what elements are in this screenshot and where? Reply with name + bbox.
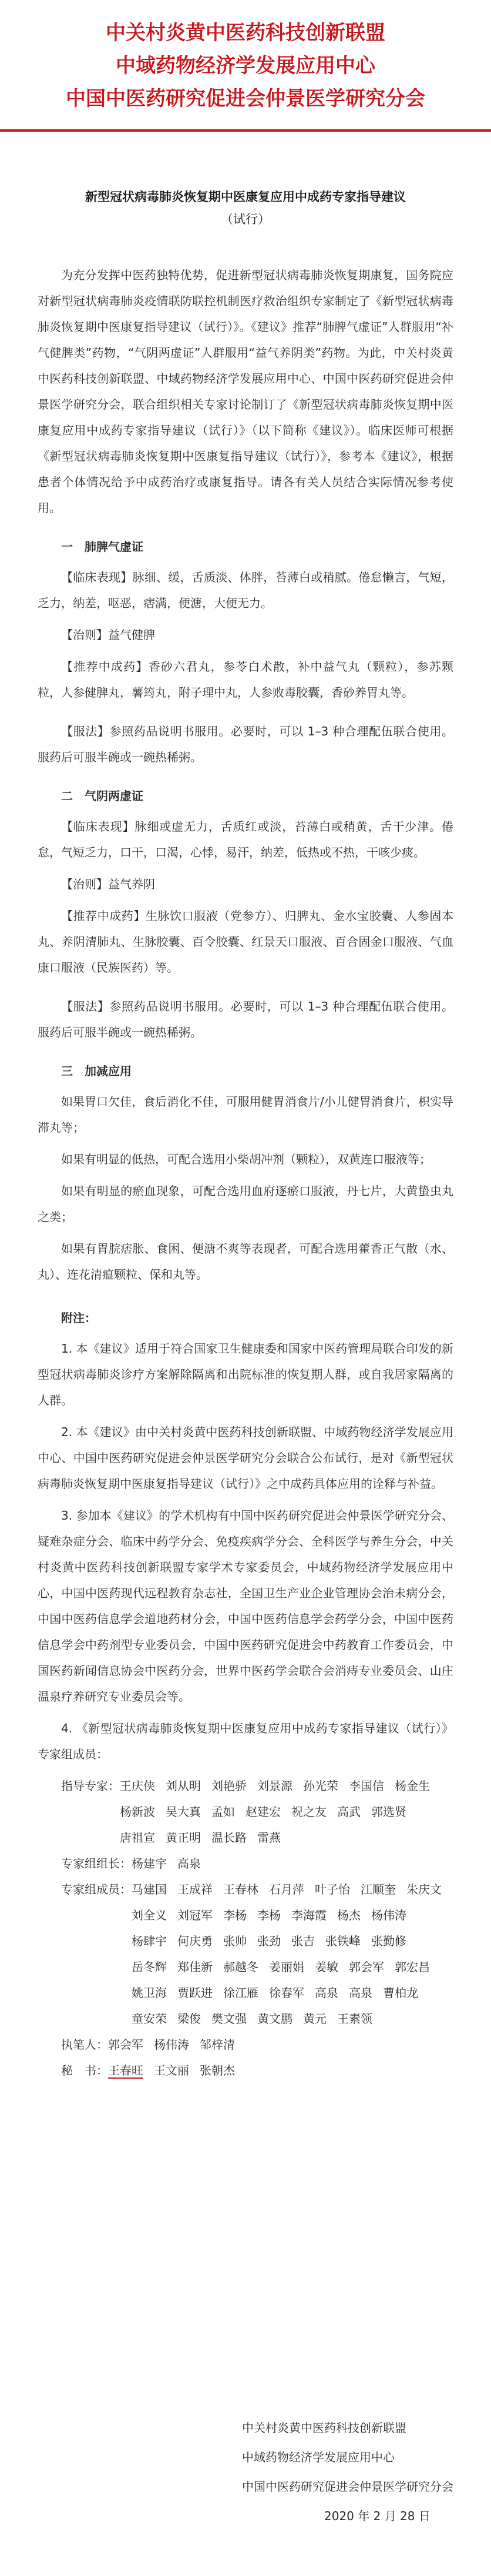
member-name: 姜丽娟 [269, 1960, 304, 1974]
section-2-clinical: 【临床表现】脉细或虚无力，舌质红或淡，苔薄白或稍黄，舌干少津。倦怠，气短乏力，口干，口渴，心悸，易汗，纳差，低热或不热，干咳少痰。 [38, 819, 453, 859]
member-name: 石月萍 [269, 1882, 304, 1896]
document-title-sub: （试行） [221, 212, 270, 226]
member-name: 黄正明 [166, 1831, 201, 1845]
members-row [61, 1876, 453, 2032]
member-name: 姚卫海 [132, 1986, 167, 2000]
member-name: 姜敏 [315, 1960, 338, 1974]
section-1-clinical: 【临床表现】脉细、缓，舌质淡、体胖，苔薄白或稍腻。倦怠懒言，气短，乏力，纳差，呕恶，痞满，便溏，大便无力。 [38, 570, 453, 610]
footer-org-1: 中关村炎黄中医药科技创新联盟 [242, 2421, 406, 2435]
member-name: 高泉 [315, 1986, 338, 2000]
section-2-method: 【治则】益气养阴 [61, 877, 155, 891]
section-1-method: 【治则】益气健脾 [61, 628, 155, 642]
section-2-heading: 二 气阴两虚证 [61, 789, 143, 803]
member-name: 杨金生 [395, 1779, 430, 1793]
member-name: 杨伟涛 [371, 1908, 406, 1922]
section-3-item-1: 如果胃口欠佳，食后消化不佳，可服用健胃消食片/小儿健胃消食片，枳实导滞丸等； [38, 1095, 453, 1135]
member-name: 何庆勇 [177, 1934, 213, 1948]
member-name: 郭宏昌 [395, 1960, 430, 1974]
header-org-2: 中域药物经济学发展应用中心 [116, 54, 375, 78]
member-name: 邹梓清 [200, 2038, 235, 2052]
member-name: 叶子怡 [315, 1882, 350, 1896]
member-name: 刘艳骄 [211, 1779, 247, 1793]
section-1-heading: 一 肺脾气虚证 [61, 540, 143, 554]
member-name: 马建国 [132, 1882, 167, 1896]
member-name: 李杨 [257, 1908, 281, 1922]
member-name: 李海霞 [291, 1908, 327, 1922]
advisors-row [61, 1773, 453, 1851]
member-name: 张劲 [257, 1934, 281, 1948]
note-4: 4. 《新型冠状病毒肺炎恢复期中医康复应用中成药专家指导建议（试行）》专家组成员： [38, 1721, 453, 1761]
member-name: 杨新波 [120, 1805, 155, 1819]
member-name: 郑佳新 [177, 1960, 213, 1974]
member-name: 黄元 [303, 2012, 327, 2026]
section-1-drugs: 【推荐中成药】香砂六君丸，参苓白术散，补中益气丸（颗粒），参苏颗粒，人参健脾丸，薯筠丸，附子理中丸，人参败毒胶囊，香砂养胃丸等。 [38, 660, 453, 700]
writers-row [61, 2032, 453, 2058]
member-name: 张帅 [223, 1934, 247, 1948]
member-name: 高泉 [177, 1856, 201, 1871]
member-name: 王文丽 [154, 2063, 189, 2077]
section-1-usage: 【服法】参照药品说明书服用。必要时，可以 1–3 种合理配伍联合使用。服药后可服半碗或一碗热稀粥。 [38, 724, 453, 764]
member-name: 张铁峰 [325, 1934, 361, 1948]
document-body [38, 262, 453, 2083]
member-name: 郭会军 [108, 2038, 143, 2052]
member-name: 杨杰 [337, 1908, 361, 1922]
section-3-item-3: 如果有明显的瘀血现象，可配合选用血府逐瘀口服液，丹七片，大黄蛰虫丸之类； [38, 1184, 453, 1224]
writers-names [108, 2032, 246, 2058]
member-name: 曹柏龙 [383, 1986, 418, 2000]
member-name: 朱庆文 [406, 1882, 442, 1896]
footer-org-2: 中域药物经济学发展应用中心 [242, 2450, 395, 2464]
member-name: 刘全义 [132, 1908, 167, 1922]
member-name: 李国信 [349, 1779, 384, 1793]
member-name: 王素领 [337, 2012, 372, 2026]
note-2: 2. 本《建议》由中关村炎黄中医药科技创新联盟、中域药物经济学发展应用中心、中国中医药研究促进会仲景医学研究分会联合公布试行，是对《新型冠状病毒肺炎恢复期中医康复指导建议（试行）》之中成药具体应用的诠释与补益。 [38, 1425, 453, 1491]
footer-date: 2020 年 2 月 28 日 [324, 2509, 431, 2523]
member-name: 杨伟涛 [154, 2038, 189, 2052]
section-2-drugs: 【推荐中成药】生脉饮口服液（党参方）、归脾丸、金水宝胶囊、人参固本丸、养阴清肺丸、生脉胶囊、百令胶囊、红景天口服液、百合固金口服液、气血康口服液（民族医药）等。 [38, 909, 453, 975]
members-label: 专家组成员： [61, 1882, 132, 1896]
member-name: 郭会军 [349, 1960, 384, 1974]
member-name: 徐江雁 [223, 1986, 258, 2000]
header-org-1: 中关村炎黄中医药科技创新联盟 [106, 21, 385, 45]
advisors-label: 指导专家： [61, 1779, 120, 1793]
section-3-item-2: 如果有明显的低热，可配合选用小柴胡冲剂（颗粒），双黄连口服液等； [61, 1152, 431, 1166]
leaders-row [61, 1851, 453, 1876]
member-name: 温长路 [211, 1831, 247, 1845]
notes-heading: 附注： [61, 1311, 96, 1325]
member-name: 岳冬辉 [132, 1960, 167, 1974]
member-name: 孟如 [211, 1805, 235, 1819]
member-name: 刘从明 [166, 1779, 201, 1793]
member-name: 杨肆宇 [132, 1934, 167, 1948]
member-name: 贾跃进 [177, 1986, 213, 2000]
note-1: 1. 本《建议》适用于符合国家卫生健康委和国家中医药管理局联合印发的新型冠状病毒肺炎诊疗方案解除隔离和出院标准的恢复期人群，或自我居家隔离的人群。 [38, 1341, 453, 1407]
header-divider [0, 129, 491, 132]
leaders-label: 专家组组长： [61, 1856, 132, 1871]
member-name: 王春林 [223, 1882, 258, 1896]
member-name: 刘景源 [257, 1779, 292, 1793]
member-name: 孙光荣 [303, 1779, 338, 1793]
member-name: 王庆侠 [120, 1779, 155, 1793]
note-3: 3. 参加本《建议》的学术机构有中国中医药研究促进会仲景医学研究分会、疑难杂症分会、临床中药学分会、免疫疾病学分会、全科医学与养生分会，中关村炎黄中医药科技创新联盟专家学术专家委员会，中域药物经济学发展应用中心，中国中医药现代远程教育杂志社，全国卫生产业企业管理协会治未病分会，中国中医药信息学会道地药材分会，中国中医药信息学会药学分会，中国中医药信息学会中药剂型专业委员会，中国中医药研究促进会中药教育工作委员会，中国医药新闻信息协会中医药分会，世界中医药学会联合会消痔专业委员会、山庄温泉疗养研究专业委员会等。 [38, 1508, 453, 1704]
member-name: 高武 [337, 1805, 361, 1819]
member-name: 江顺奎 [361, 1882, 396, 1896]
advisors-names [120, 1773, 453, 1851]
signature-block [242, 2413, 453, 2531]
member-name: 樊文强 [211, 2012, 247, 2026]
member-name: 杨建宇 [132, 1856, 167, 1871]
member-name: 张勤修 [371, 1934, 406, 1948]
section-3-item-4: 如果有胃脘痞胀、食困、便溏不爽等表现者，可配合选用藿香正气散（水、丸）、连花清瘟颗粒、保和丸等。 [38, 1242, 453, 1282]
member-name: 吴大真 [166, 1805, 201, 1819]
member-name: 张朝杰 [200, 2063, 235, 2077]
writers-label: 执笔人： [61, 2038, 108, 2052]
secretary-label: 秘 书： [61, 2063, 108, 2077]
header-org-3: 中国中医药研究促进会仲景医学研究分会 [66, 87, 425, 111]
leaders-names [132, 1851, 211, 1876]
expert-group-list [38, 1773, 453, 2083]
section-2-usage: 【服法】参照药品说明书服用。必要时，可以 1–3 种合理配伍联合使用。服药后可服半碗或一碗热稀粥。 [38, 999, 453, 1039]
member-name: 王春旺 [108, 2063, 143, 2077]
intro-paragraph: 为充分发挥中医药独特优势，促进新型冠状病毒肺炎恢复期康复，国务院应对新型冠状病毒肺炎疫情联防联控机制医疗救治组织专家制定了《新型冠状病毒肺炎恢复期中医康复指导建议（试行）》。《建议》推荐“肺脾气虚证”人群服用“补气健脾类”药物，“气阴两虚证”人群服用“益气养阴类”药物。为此，中关村炎黄中医药科技创新联盟、中域药物经济学发展应用中心、中国中医药研究促进会仲景医学研究分会，联合组织相关专家讨论制订了《新型冠状病毒肺炎恢复期中医康复应用中成药专家指导建议（试行）》（以下简称《建议》）。临床医师可根据《新型冠状病毒肺炎恢复期中医康复指导建议（试行）》，参考本《建议》，根据患者个体情况给予中成药治疗或康复指导。请各有关人员结合实际情况参考使用。 [38, 268, 453, 515]
member-name: 郝越冬 [223, 1960, 258, 1974]
footer-org-3: 中国中医药研究促进会仲景医学研究分会 [242, 2480, 453, 2494]
letterhead [0, 0, 491, 115]
member-name: 赵建宏 [246, 1805, 281, 1819]
member-name: 梁俊 [177, 2012, 201, 2026]
member-name: 祝之友 [291, 1805, 327, 1819]
member-name: 唐祖宣 [120, 1831, 155, 1845]
member-name: 黄文鹏 [257, 2012, 292, 2026]
member-name: 雷燕 [257, 1831, 281, 1845]
secretary-names [108, 2058, 246, 2083]
member-name: 郭选贤 [371, 1805, 406, 1819]
member-name: 张吉 [291, 1934, 315, 1948]
member-name: 高泉 [349, 1986, 372, 2000]
member-name: 王成祥 [177, 1882, 213, 1896]
member-name: 李杨 [223, 1908, 247, 1922]
member-name: 童安荣 [132, 2012, 167, 2026]
member-name: 刘冠军 [177, 1908, 213, 1922]
section-3-heading: 三 加减应用 [61, 1064, 132, 1078]
secretary-row [61, 2058, 453, 2083]
document-title-main: 新型冠状病毒肺炎恢复期中医康复应用中成药专家指导建议 [85, 190, 406, 204]
member-names [132, 1876, 453, 2032]
member-name: 徐春军 [269, 1986, 304, 2000]
document-title [35, 186, 456, 230]
